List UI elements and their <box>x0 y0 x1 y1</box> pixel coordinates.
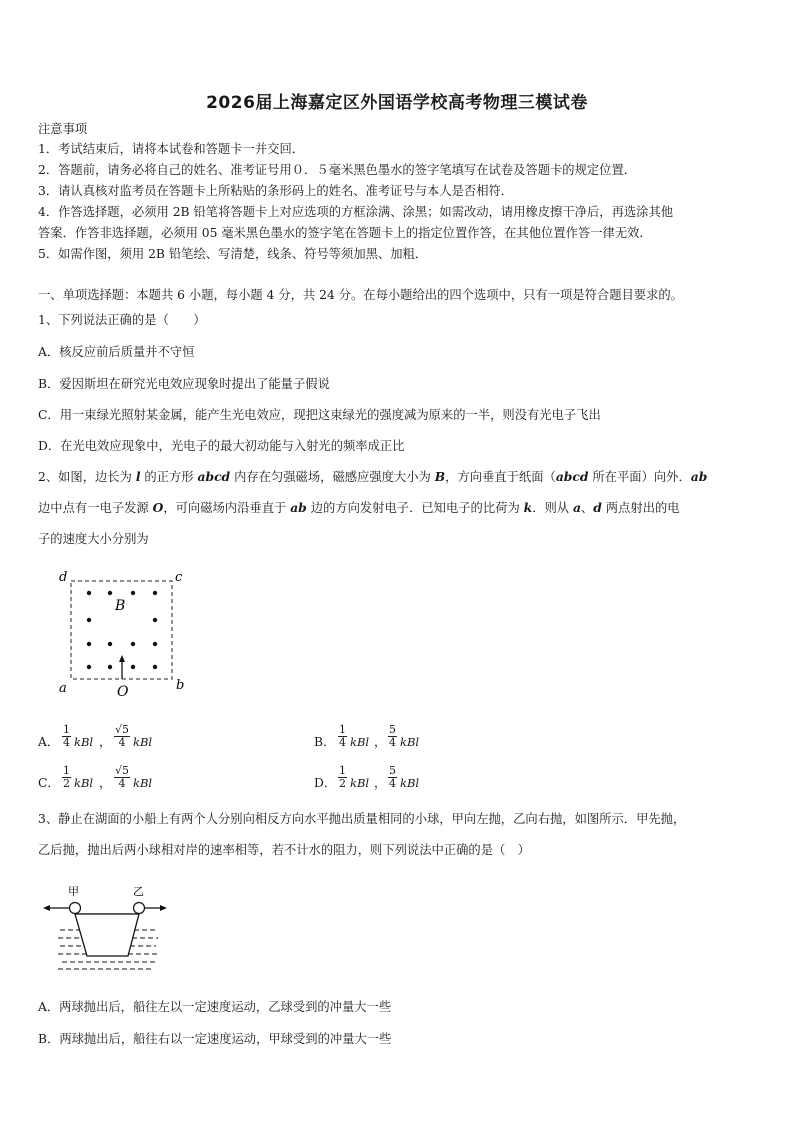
fraction: $\frac{1}{2}$ <box>63 764 70 790</box>
magnetic-field-figure <box>52 568 197 703</box>
fraction: $\frac{1}{4}$ <box>339 723 346 749</box>
question-1-option-c: C．用一束绿光照射某金属，能产生光电效应，现把这束绿光的强度减为原来的一半，则没有光电子飞出 <box>38 408 601 422</box>
label-B: B <box>115 598 126 614</box>
section-heading: 一、单项选择题：本题共 6 小题，每小题 4 分，共 24 分。在每小题给出的四个选项中，只有一项是符合题目要求的。 <box>38 288 683 302</box>
label-d: d <box>59 570 68 585</box>
label-a: a <box>59 681 67 696</box>
question-3-stem-line-2: 乙后抛，抛出后两小球相对岸的速率相等，若不计水的阻力，则下列说法中正确的是（ ） <box>38 843 530 857</box>
question-2-stem-line-1: 2、如图，边长为 l 的正方形 abcd 内存在匀强磁场，磁感应强度大小为 B，方向垂直于纸面（abcd 所在平面）向外．ab <box>38 469 708 484</box>
question-1-stem: 1、下列说法正确的是（ ） <box>38 313 206 327</box>
boat-hull <box>75 914 139 956</box>
fraction: $\frac{√5}{4}$ <box>115 723 130 749</box>
right-throw-arrow <box>145 905 167 911</box>
fraction: $\frac{√5}{4}$ <box>115 764 130 790</box>
fraction: $\frac{5}{4}$ <box>389 723 396 749</box>
question-3-stem-line-1: 3、静止在湖面的小船上有两个人分别向相反方向水平抛出质量相同的小球，甲向左抛，乙向右抛，如图所示．甲先抛， <box>38 812 686 826</box>
question-1-option-b: B．爱因斯坦在研究光电效应现象时提出了能量子假说 <box>38 377 330 391</box>
question-2-stem-line-3: 子的速度大小分别为 <box>38 532 149 546</box>
notice-item: 5．如需作图，须用 2B 铅笔绘、写清楚，线条、符号等须加黑、加粗． <box>38 247 428 261</box>
label-yi: 乙 <box>133 885 144 898</box>
left-throw-arrow <box>43 905 69 911</box>
question-1-option-d: D．在光电效应现象中，光电子的最大初动能与入射光的频率成正比 <box>38 439 405 453</box>
notice-item: 答案．作答非选择题，必须用 05 毫米黑色墨水的签字笔在答题卡上的指定位置作答，在其他位置作答一律无效． <box>38 226 652 240</box>
label-O: O <box>117 684 129 700</box>
label-b: b <box>176 678 185 693</box>
fraction: $\frac{1}{4}$ <box>63 723 70 749</box>
boat-figure <box>40 878 170 973</box>
question-3-option-b: B．两球抛出后，船往右以一定速度运动，甲球受到的冲量大一些 <box>38 1032 392 1046</box>
question-2-stem-line-2: 边中点有一电子发源 O，可向磁场内沿垂直于 ab 边的方向发射电子．已知电子的比荷为 k．则从 a、d 两点射出的电 <box>38 500 680 515</box>
notice-item: 2．答题前，请务必将自己的姓名、准考证号用０．５毫米黑色墨水的签字笔填写在试卷及答题卡的规定位置． <box>38 163 637 177</box>
question-3-option-a: A．两球抛出后，船往左以一定速度运动，乙球受到的冲量大一些 <box>38 1000 392 1014</box>
fraction: $\frac{1}{2}$ <box>339 764 346 790</box>
notice-item: 4．作答选择题，必须用 2B 铅笔将答题卡上对应选项的方框涂满、涂黑；如需改动，请用橡皮擦干净后，再选涂其他 <box>38 205 674 219</box>
fraction: $\frac{5}{4}$ <box>389 764 396 790</box>
label-jia: 甲 <box>68 885 79 898</box>
ball-jia <box>70 903 81 914</box>
exam-page: 2026届上海嘉定区外国语学校高考物理三模试卷 注意事项 1．考试结束后，请将本试卷和答题卡一并交回． 2．答题前，请务必将自己的姓名、准考证号用０．５毫米黑色墨水的签字笔填写在试卷及答题卡的规定位置． 3．请认真核对监考员在答题卡上所粘贴的条形码上的姓名、准考证号与本人是否相符． 4．作答选择题，必须用 2B 铅笔将答题卡上对应选项的方框涂满、涂黑；如需改动，请用橡皮擦干净后，再选涂其他 答案．作答非选择题，必须用 05 毫米黑色墨水的签字笔在答题卡上的指定位置作答，在其他位置作答一律无效． 5．如需作图，须用 2B 铅笔绘、写清楚，线条、符号等须加黑、加粗． 一、单项选择题：本题共 6 小题，每小题 4 分，共 24 分。在每小题给出的四个选项中，只有一项是符合题目要求的。 1、下列说法正确的是（ ） A．核反应前后质量并不守恒 B．爱因斯坦在研究光电效应现象时提出了能量子假说 C．用一束绿光照射某金属，能产生光电效应，现把这束绿光的强度减为原来的一半，则没有光电子飞出 D．在光电效应现象中，光电子的最大初动能与入射光的频率成正比 2、如图，边长为 l 的正方形 abcd 内存在匀强磁场，磁感应强度大小为 B，方向垂直于纸面（abcd 所在平面）向外．ab 边中点有一电子发源 O，可向磁场内沿垂直于 ab 边的方向发射电子．已知电子的比荷为 k．则从 a、d 两点射出的电 子的速度大小分别为 d c B a b O A． $\frac{1}{4}$ kBl ， $\frac{√5}{4}$ kBl B． $\frac{1}{4}$ kBl ， $\frac{5}{4}$ kBl C． $\frac{1}{2}$ kBl ， $\frac{√5}{4}$ kBl D． $\frac{1}{2}$ kBl ， $\frac{5}{4}$ kBl 3、静止在湖面的小船上有两个人分别向相反方向水平抛出质量相同的小球，甲向左抛，乙向右抛，如图所示．甲先抛， 乙后抛，抛出后两小球相对岸的速率相等，若不计水的阻力，则下列说法中正确的是（ ） 甲 乙 A．两球抛出后，船往左以一定速度运动，乙球受到的冲量大一些 B．两球抛出后，船往右以一定速度运动，甲球受到的冲量大一些 <box>0 0 794 1123</box>
page-title: 2026届上海嘉定区外国语学校高考物理三模试卷 <box>206 93 588 113</box>
notice-heading: 注意事项 <box>38 122 88 136</box>
ball-yi <box>134 903 145 914</box>
notice-item: 3．请认真核对监考员在答题卡上所粘贴的条形码上的姓名、准考证号与本人是否相符． <box>38 184 514 198</box>
velocity-arrow <box>119 655 125 679</box>
label-c: c <box>175 570 183 585</box>
notice-item: 1．考试结束后，请将本试卷和答题卡一并交回． <box>38 142 305 156</box>
question-1-option-a: A．核反应前后质量并不守恒 <box>38 345 195 359</box>
